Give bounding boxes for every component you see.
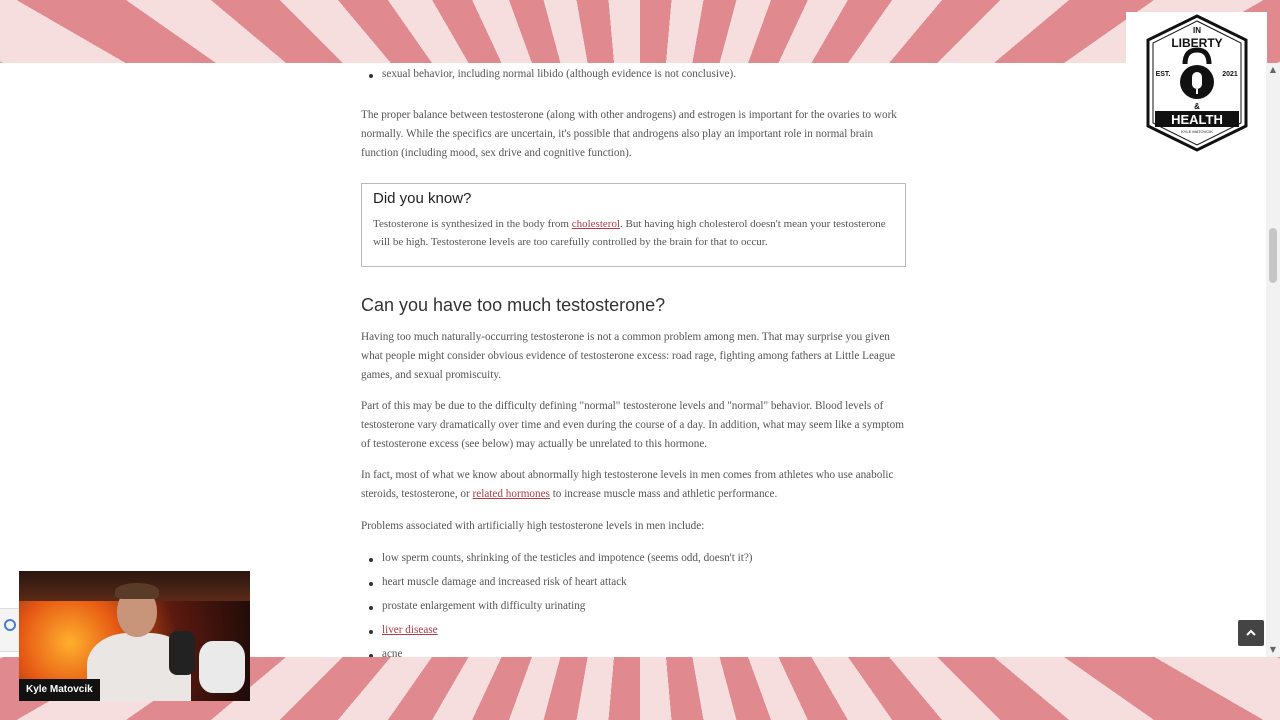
logo-text-health: HEALTH: [1171, 112, 1223, 127]
paragraph-3: In fact, most of what we know about abnormally high testosterone levels in men comes from athletes who use anabolic steroids, testosterone, or related hormones to increase muscle mass and athletic performance.: [361, 469, 894, 500]
scrollbar-thumb[interactable]: [1269, 228, 1277, 283]
list-item: low sperm counts, shrinking of the testicles and impotence (seems odd, doesn't it?): [361, 552, 753, 564]
sneaker-prop: [199, 641, 245, 693]
recaptcha-icon: [4, 619, 16, 631]
list-item-text: sexual behavior, including normal libido (although evidence is not conclusive).: [382, 68, 737, 80]
logo-text-liberty: LIBERTY: [1171, 36, 1223, 50]
scroll-down-arrow-icon[interactable]: ▼: [1269, 645, 1277, 654]
paragraph-4: Problems associated with artificially high testosterone levels in men include:: [361, 520, 705, 532]
scroll-to-top-button[interactable]: [1238, 620, 1264, 646]
chevron-up-icon: [1244, 626, 1258, 640]
microphone: [169, 631, 195, 675]
list-item: [361, 68, 736, 80]
paragraph-hormone-balance: The proper balance between testosterone (along with other androgens) and estrogen is important for the ovaries to work normally. While the specifics are uncertain, it's possible that androgens also play an important role in normal brain function (including mood, sex drive and cognitive function).: [361, 109, 897, 159]
related-hormones-link[interactable]: related hormones: [472, 487, 550, 500]
logo-text-est: EST.: [1155, 71, 1171, 78]
list-item: [361, 624, 438, 636]
presenter-hair: [115, 583, 159, 599]
logo-text-sub: KYLE MATOVCIK: [1181, 129, 1213, 134]
webcam-overlay: [19, 571, 250, 701]
list-item: acne: [361, 648, 403, 657]
presenter-nameplate: Kyle Matovcik: [19, 679, 100, 701]
logo-text-year: 2021: [1222, 71, 1238, 78]
paragraph-1: Having too much naturally-occurring testosterone is not a common problem among men. That may surprise you given what people might consider obvious evidence of testosterone excess: road rage, fighting among fathers at Little League games, and sexual promiscuity.: [361, 331, 896, 381]
recaptcha-badge[interactable]: [0, 608, 21, 652]
scroll-up-arrow-icon[interactable]: ▲: [1269, 65, 1277, 74]
list-item: heart muscle damage and increased risk of heart attack: [361, 576, 627, 588]
in-liberty-health-logo: [1145, 14, 1249, 152]
callout-text: Testosterone is synthesized in the body from cholesterol. But having high cholesterol doesn't mean your testosterone will be high. Testosterone levels are too carefully controlled by the brain for that to occur.: [373, 218, 886, 248]
vertical-scrollbar[interactable]: [1266, 63, 1280, 657]
paragraph-2: Part of this may be due to the difficulty defining "normal" testosterone levels and "normal" behavior. Blood levels of testosterone vary dramatically over time and even during the course of a day. In addition, what may seem like a symptom of testosterone excess (see below) may actually be unrelated to this hormone.: [361, 400, 904, 450]
liver-disease-link[interactable]: liver disease: [382, 624, 438, 636]
logo-text-amp: &: [1194, 102, 1200, 111]
browser-page: [0, 63, 1280, 657]
list-item: prostate enlargement with difficulty urinating: [361, 600, 585, 612]
cholesterol-link[interactable]: cholesterol: [571, 218, 620, 230]
section-heading: Can you have too much testosterone?: [361, 295, 666, 315]
logo-text-top: IN: [1193, 26, 1201, 35]
callout-title: Did you know?: [373, 190, 472, 207]
did-you-know-callout: [361, 183, 906, 267]
